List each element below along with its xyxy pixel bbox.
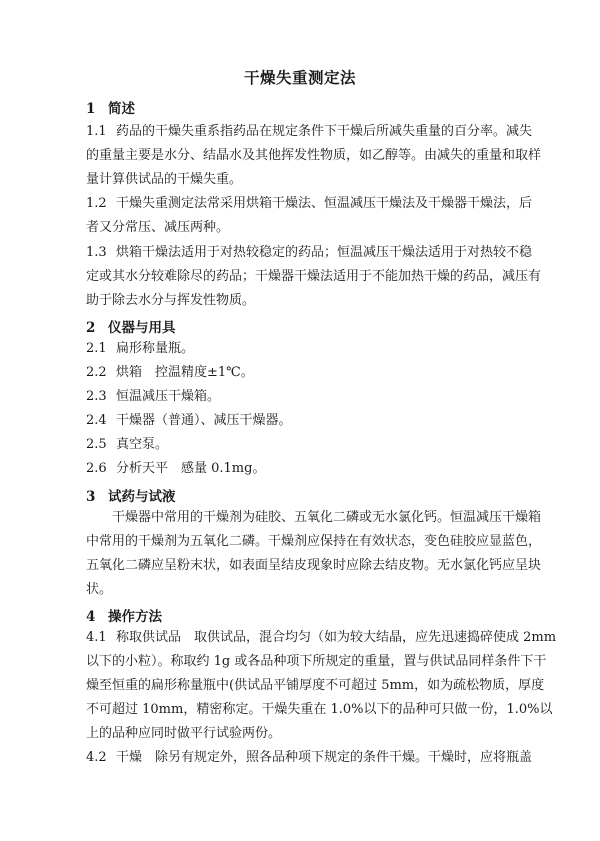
paragraph-text: 干燥 除另有规定外，照各品种项下规定的条件干燥。干燥时，应将瓶盖 [116, 750, 533, 765]
list-item [86, 341, 514, 357]
section-title: 简述 [108, 101, 135, 117]
paragraph-line [86, 750, 533, 766]
section-number: 2 [86, 320, 96, 336]
section-number: 1 [86, 101, 96, 117]
list-item [86, 413, 514, 429]
document-title: 干燥失重测定法 [243, 68, 356, 87]
list-item [86, 389, 514, 405]
list-item-text: 分析天平 感量 0.1mg。 [116, 461, 266, 476]
list-item [86, 461, 514, 477]
paragraph-line: 者又分常压、减压两种。 [86, 220, 230, 235]
clause-number: 4.2 [86, 750, 107, 765]
clause-number: 2.3 [86, 389, 107, 404]
clause-number: 2.4 [86, 413, 107, 428]
paragraph-text: 烘箱干燥法适用于对热较稳定的药品；恒温减压干燥法适用于对热较不稳 [116, 245, 533, 260]
paragraph-text: 称取供试品 取供试品，混合均匀（如为较大结晶，应先迅速捣碎使成 2mm [116, 630, 557, 645]
paragraph-line: 量计算供试品的干燥失重。 [86, 172, 243, 187]
list-item-text: 恒温减压干燥箱。 [116, 389, 221, 404]
paragraph-text: 干燥失重测定法常采用烘箱干燥法、恒温减压干燥法及干燥器干燥法，后 [116, 196, 533, 211]
paragraph-line: 中常用的干燥剂为五氧化二磷。干燥剂应保持在有效状态，变色硅胶应显蓝色， [86, 534, 542, 549]
list-item [86, 365, 514, 381]
section-title: 仪器与用具 [108, 320, 176, 336]
section-heading-4 [86, 605, 162, 625]
paragraph-line: 助于除去水分与挥发性物质。 [86, 293, 256, 308]
paragraph-line: 定或其水分较难除尽的药品；干燥器干燥法适用于不能加热干燥的药品，减压有 [86, 269, 542, 284]
section-number: 4 [86, 609, 96, 625]
clause-number: 2.1 [86, 341, 107, 356]
section-heading-1 [86, 97, 135, 117]
clause-number: 2.6 [86, 461, 107, 476]
section-number: 3 [86, 489, 96, 505]
paragraph-line [86, 630, 557, 646]
clause-number: 4.1 [86, 630, 107, 645]
clause-number: 1.2 [86, 196, 107, 211]
list-item-text: 扁形称量瓶。 [116, 341, 195, 356]
list-item-text: 烘箱 控温精度±1℃。 [116, 365, 254, 380]
section-heading-3 [86, 485, 176, 505]
paragraph-line: 的重量主要是水分、结晶水及其他挥发性物质，如乙醇等。由减失的重量和取样 [86, 148, 542, 163]
paragraph-line: 状。 [86, 582, 113, 597]
section-title: 试药与试液 [108, 489, 176, 505]
paragraph-line: 上的品种应同时做平行试验两份。 [86, 726, 282, 741]
list-item-text: 干燥器（普通）、减压干燥器。 [116, 413, 292, 428]
paragraph-line: 五氧化二磷应呈粉末状，如表面呈结皮现象时应除去结皮物。无水氯化钙应呈块 [86, 558, 542, 573]
paragraph-line [86, 196, 533, 212]
list-item [86, 437, 514, 453]
list-item-text: 真空泵。 [116, 437, 169, 452]
section-title: 操作方法 [108, 609, 162, 625]
paragraph-text: 药品的干燥失重系指药品在规定条件下干燥后所减失重量的百分率。减失 [116, 124, 533, 139]
clause-number: 1.3 [86, 245, 107, 260]
paragraph-line: 干燥器中常用的干燥剂为硅胶、五氧化二磷或无水氯化钙。恒温减压干燥箱 [112, 510, 542, 525]
clause-number: 2.5 [86, 437, 107, 452]
clause-number: 1.1 [86, 124, 107, 139]
paragraph-line: 以下的小粒）。称取约 1g 或各品种项下所规定的重量，置与供试品同样条件下干 [86, 654, 547, 669]
paragraph-line: 燥至恒重的扁形称量瓶中(供试品平铺厚度不可超过 5mm，如为疏松物质，厚度 [86, 678, 545, 693]
paragraph-line [86, 124, 533, 140]
paragraph-line: 不可超过 10mm，精密称定。干燥失重在 1.0%以下的品种可只做一份，1.0%以 [86, 702, 553, 717]
section-heading-2 [86, 316, 176, 336]
paragraph-line [86, 245, 533, 261]
clause-number: 2.2 [86, 365, 107, 380]
